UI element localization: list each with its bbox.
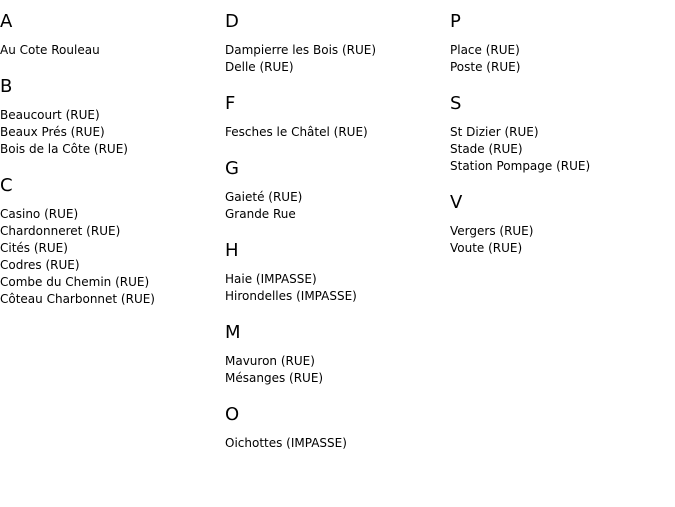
letter-section: [450, 92, 670, 175]
letter-section: [225, 403, 445, 452]
street-entry: Delle (RUE): [225, 60, 294, 74]
street-list: [0, 42, 220, 59]
street-entry: Codres (RUE): [0, 258, 80, 272]
street-entry: Poste (RUE): [450, 60, 521, 74]
street-entry: Dampierre les Bois (RUE): [225, 43, 377, 57]
street-entry: Cités (RUE): [0, 241, 68, 255]
section-letter-heading: M: [225, 322, 241, 343]
section-letter-heading: B: [0, 76, 13, 97]
street-entry: Oichottes (IMPASSE): [225, 436, 347, 450]
street-entry: Au Cote Rouleau: [0, 43, 100, 57]
street-list: [0, 206, 220, 308]
letter-section: [450, 10, 670, 76]
street-list: [0, 107, 220, 158]
section-letter-heading: V: [450, 192, 463, 213]
letter-section: [0, 174, 220, 308]
letter-section: [0, 75, 220, 158]
street-entry: Voute (RUE): [450, 241, 523, 255]
street-entry: Hirondelles (IMPASSE): [225, 289, 357, 303]
street-entry: Côteau Charbonnet (RUE): [0, 292, 155, 306]
street-entry: Haie (IMPASSE): [225, 272, 317, 286]
section-letter-heading: S: [450, 93, 462, 114]
section-letter-heading: O: [225, 404, 240, 425]
letter-section: [225, 321, 445, 387]
street-list: [225, 435, 445, 452]
street-list: [225, 42, 445, 76]
street-list: [225, 189, 445, 223]
section-letter-heading: C: [0, 175, 13, 196]
street-entry: Mavuron (RUE): [225, 354, 315, 368]
street-list: [450, 42, 670, 76]
letter-section: [225, 10, 445, 76]
letter-section: [225, 157, 445, 223]
letter-section: [225, 239, 445, 305]
street-list: [450, 223, 670, 257]
section-letter-heading: P: [450, 11, 461, 32]
index-column: [225, 10, 445, 468]
index-column: [0, 10, 220, 324]
letter-section: [225, 92, 445, 141]
street-entry: Casino (RUE): [0, 207, 79, 221]
street-list: [225, 124, 445, 141]
street-entry: St Dizier (RUE): [450, 125, 539, 139]
street-entry: Mésanges (RUE): [225, 371, 324, 385]
street-entry: Combe du Chemin (RUE): [0, 275, 150, 289]
street-entry: Bois de la Côte (RUE): [0, 142, 128, 156]
street-entry: Station Pompage (RUE): [450, 159, 591, 173]
street-list: [225, 353, 445, 387]
street-entry: Beaucourt (RUE): [0, 108, 100, 122]
street-entry: Grande Rue: [225, 207, 296, 221]
street-entry: Vergers (RUE): [450, 224, 534, 238]
street-entry: Fesches le Châtel (RUE): [225, 125, 368, 139]
letter-section: [0, 10, 220, 59]
section-letter-heading: G: [225, 158, 239, 179]
street-entry: Beaux Prés (RUE): [0, 125, 105, 139]
section-letter-heading: A: [0, 11, 13, 32]
street-entry: Chardonneret (RUE): [0, 224, 121, 238]
section-letter-heading: D: [225, 11, 239, 32]
section-letter-heading: F: [225, 93, 236, 114]
street-entry: Place (RUE): [450, 43, 520, 57]
index-column: [450, 10, 670, 273]
street-list: [450, 124, 670, 175]
section-letter-heading: H: [225, 240, 239, 261]
street-list: [225, 271, 445, 305]
street-entry: Gaieté (RUE): [225, 190, 303, 204]
letter-section: [450, 191, 670, 257]
street-entry: Stade (RUE): [450, 142, 523, 156]
